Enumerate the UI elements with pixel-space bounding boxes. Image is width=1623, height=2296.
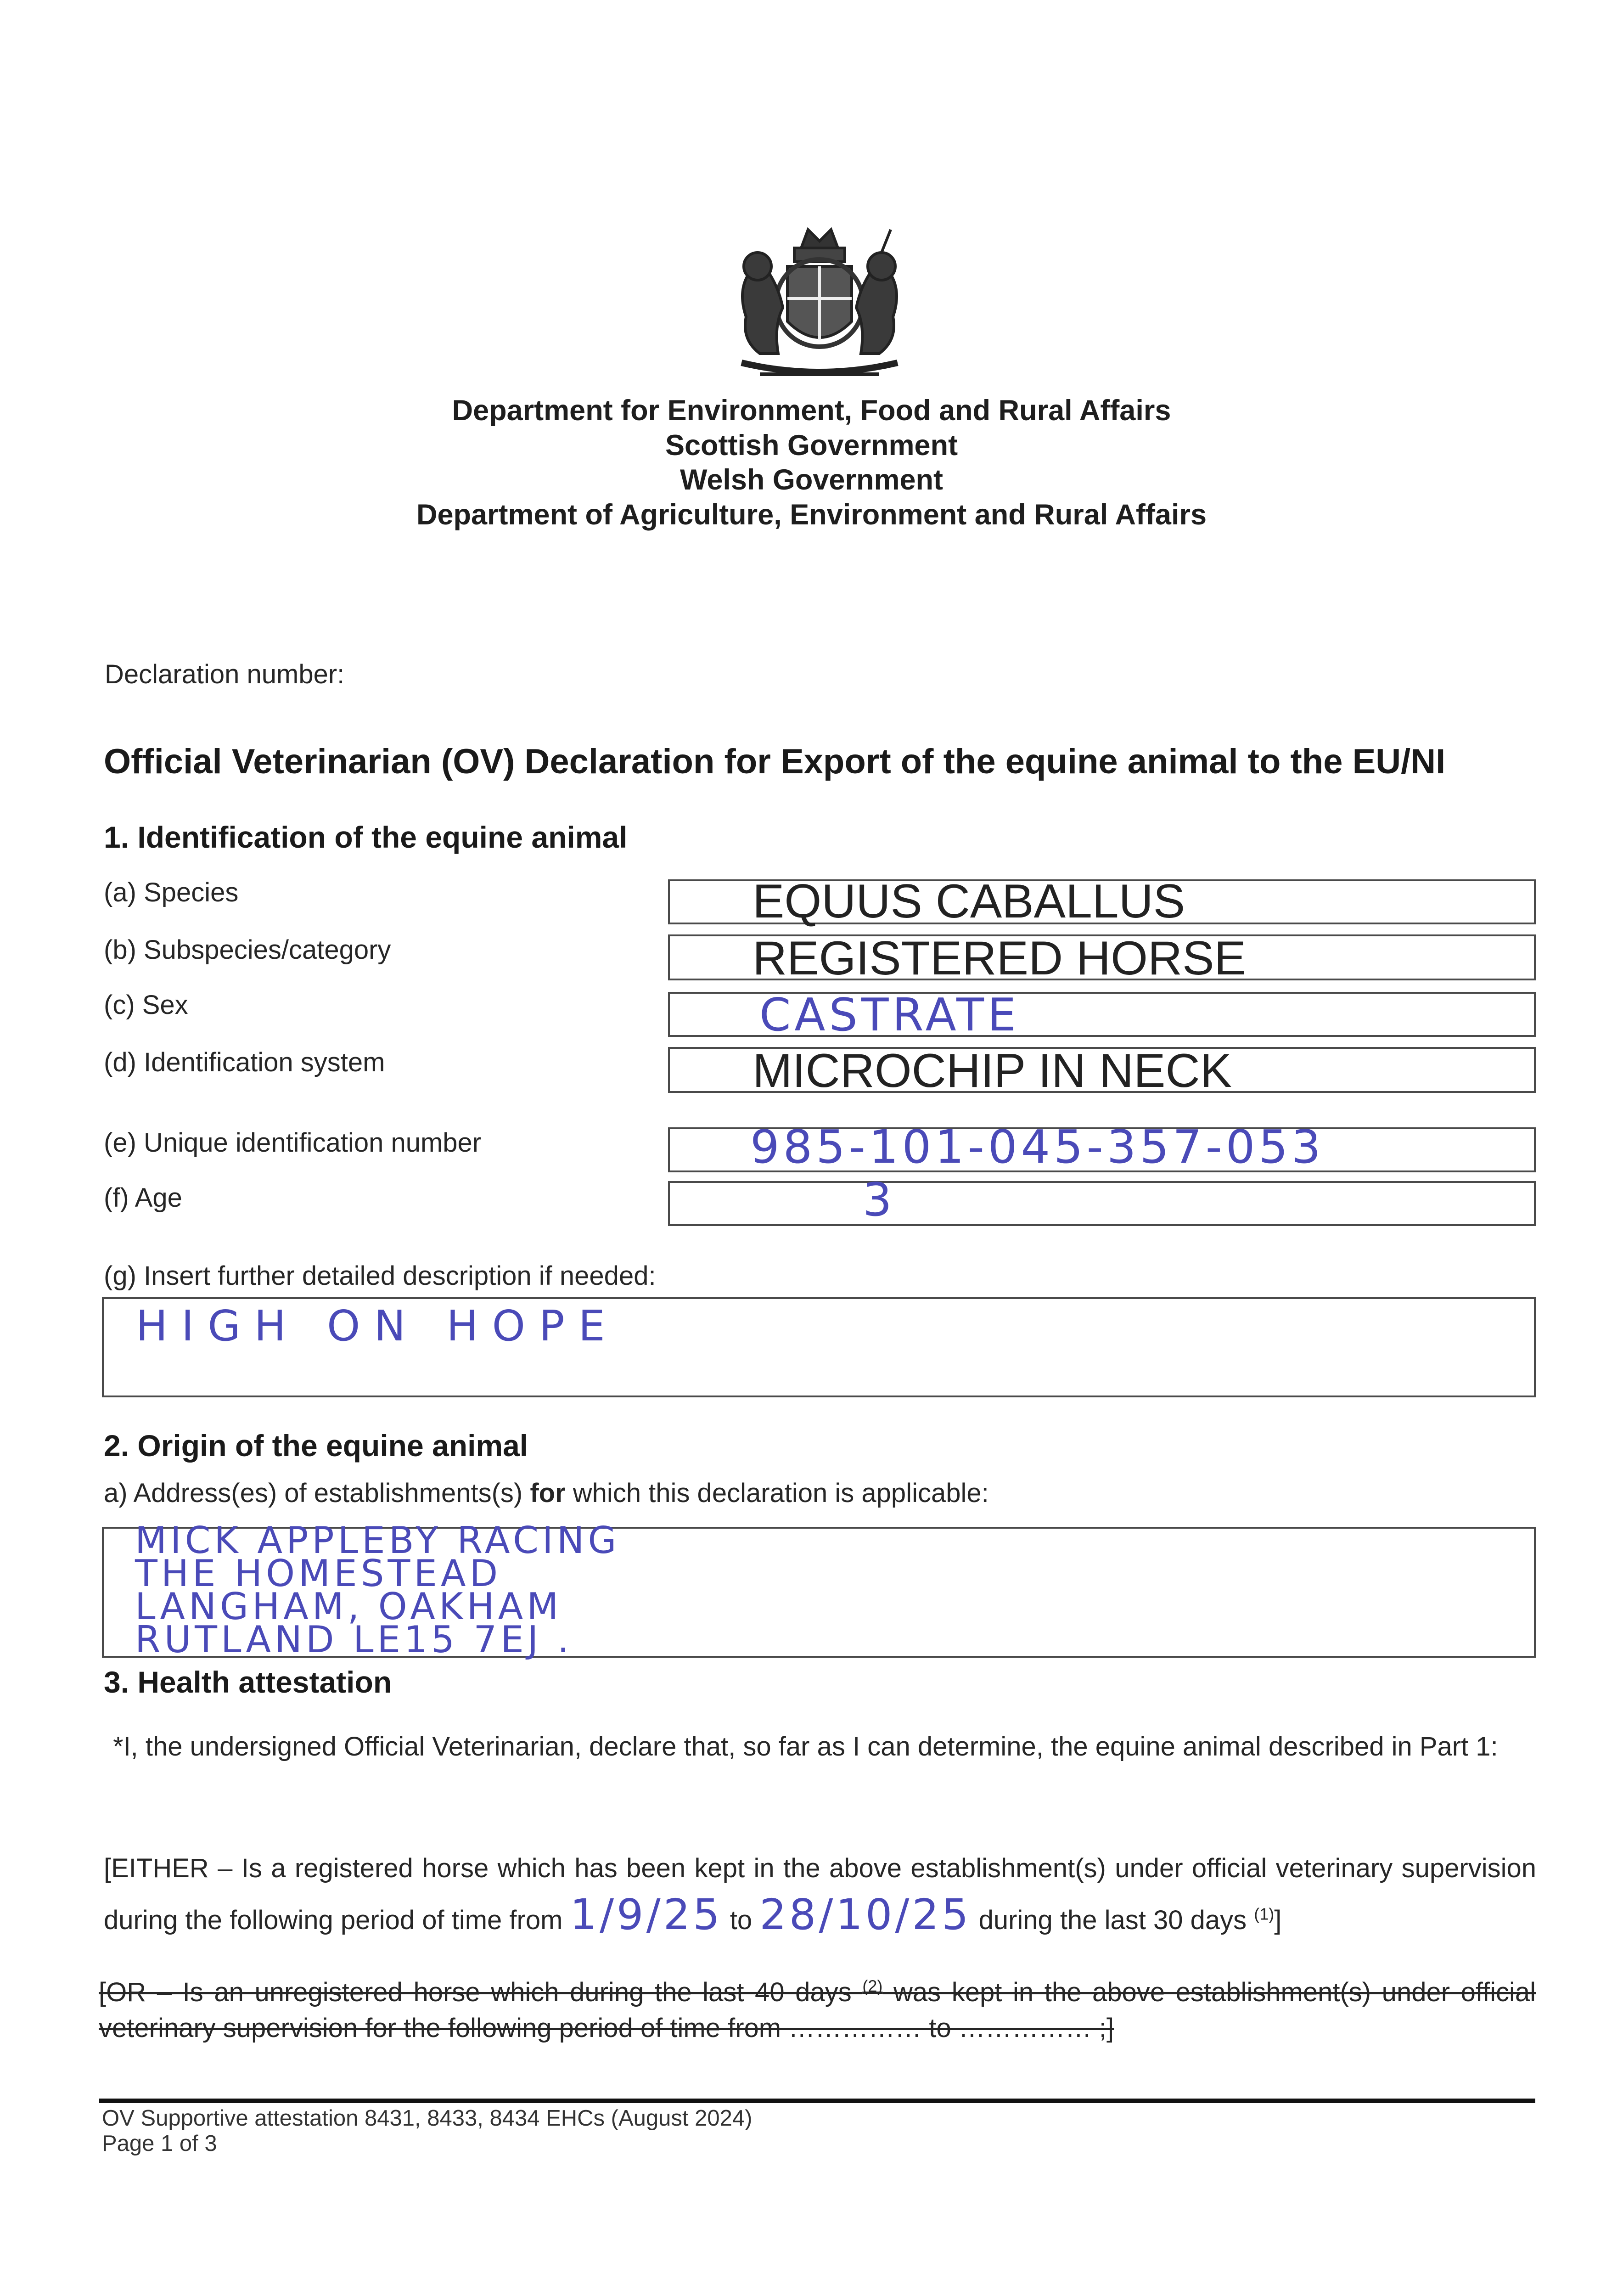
- header-line-welsh-gov: Welsh Government: [680, 464, 943, 496]
- subspecies-value: REGISTERED HORSE: [753, 932, 1246, 985]
- further-description-label: (g) Insert further detailed description if needed:: [104, 1261, 656, 1291]
- health-attestation-intro: *I, the undersigned Official Veterinarian, declare that, so far as I can determine, the equine animal described in Part 1:: [113, 1732, 1498, 1761]
- address-line-4: RUTLAND LE15 7EJ .: [135, 1618, 573, 1661]
- to-date[interactable]: 28/10/25: [759, 1890, 972, 1940]
- section-1-heading: 1. Identification of the equine animal: [104, 820, 628, 854]
- either-text: [EITHER – Is a registered horse which has been kept in the above establishment(s) under official veterinary supervision during the following period of time from: [104, 1853, 1536, 1936]
- further-description-value: HIGH ON HOPE: [136, 1301, 619, 1351]
- sex-field[interactable]: [668, 989, 1536, 1041]
- address-label-post: which this declaration is applicable:: [565, 1478, 989, 1508]
- footer-attestation: OV Supportive attestation 8431, 8433, 8434 EHCs (August 2024): [102, 2106, 753, 2131]
- or-footnote-ref: (2): [862, 1976, 883, 1996]
- species-value: EQUUS CABALLUS: [753, 875, 1185, 928]
- identification-system-value: MICROCHIP IN NECK: [753, 1044, 1232, 1097]
- subspecies-label: (b) Subspecies/category: [104, 935, 391, 965]
- or-post: was kept in the above establishment(s) under official veterinary supervision for the following period of time from …………… to …………… ;]: [99, 1977, 1536, 2043]
- address-label-bold: for: [530, 1478, 566, 1508]
- section-3-heading: 3. Health attestation: [104, 1665, 392, 1699]
- header-line-daera: Department of Agriculture, Environment and Rural Affairs: [416, 499, 1207, 531]
- unique-id-label: (e) Unique identification number: [104, 1128, 482, 1158]
- or-text: [OR – Is an unregistered horse which during the last 40 days: [99, 1977, 863, 2007]
- identification-system-label: (d) Identification system: [104, 1047, 385, 1077]
- page-title: Official Veterinarian (OV) Declaration for Export of the equine animal to the EU/NI: [104, 742, 1446, 781]
- address-line-2: THE HOMESTEAD: [135, 1552, 502, 1595]
- address-label: [104, 1478, 989, 1508]
- species-field[interactable]: [668, 875, 1536, 928]
- either-footnote-ref: (1): [1254, 1904, 1275, 1924]
- or-statement: [99, 1975, 1536, 2047]
- identification-system-field[interactable]: [668, 1044, 1536, 1097]
- address-line-1: MICK APPLEBY RACING: [135, 1519, 620, 1562]
- either-post: during the last 30 days: [971, 1905, 1254, 1936]
- unique-id-field[interactable]: [668, 1120, 1536, 1174]
- age-value: 3: [863, 1173, 896, 1227]
- address-field[interactable]: [102, 1519, 1536, 1661]
- address-label-pre: a) Address(es) of establishments(s): [104, 1478, 530, 1508]
- header-line-defra: Department for Environment, Food and Rural Affairs: [452, 394, 1171, 427]
- further-description-field[interactable]: [102, 1297, 1536, 1397]
- either-end: ]: [1274, 1905, 1282, 1936]
- age-field[interactable]: [668, 1173, 1536, 1227]
- footer-divider: [99, 2099, 1535, 2103]
- section-2-heading: 2. Origin of the equine animal: [104, 1429, 528, 1463]
- royal-coat-of-arms-icon: [709, 216, 930, 390]
- either-statement: [104, 1851, 1536, 1943]
- address-lines: [135, 1519, 620, 1661]
- age-label: (f) Age: [104, 1183, 182, 1213]
- page-number: Page 1 of 3: [102, 2131, 217, 2156]
- header-line-scottish-gov: Scottish Government: [665, 429, 958, 461]
- sex-label: (c) Sex: [104, 990, 188, 1020]
- species-label: (a) Species: [104, 878, 239, 907]
- unique-id-value: 985-101-045-357-053: [750, 1120, 1325, 1174]
- subspecies-field[interactable]: [668, 932, 1536, 985]
- address-line-3: LANGHAM, OAKHAM: [135, 1585, 562, 1628]
- from-date[interactable]: 1/9/25: [570, 1890, 723, 1940]
- to-word: to: [722, 1905, 760, 1936]
- declaration-number-label: Declaration number:: [105, 659, 345, 689]
- sex-value: CASTRATE: [759, 989, 1020, 1041]
